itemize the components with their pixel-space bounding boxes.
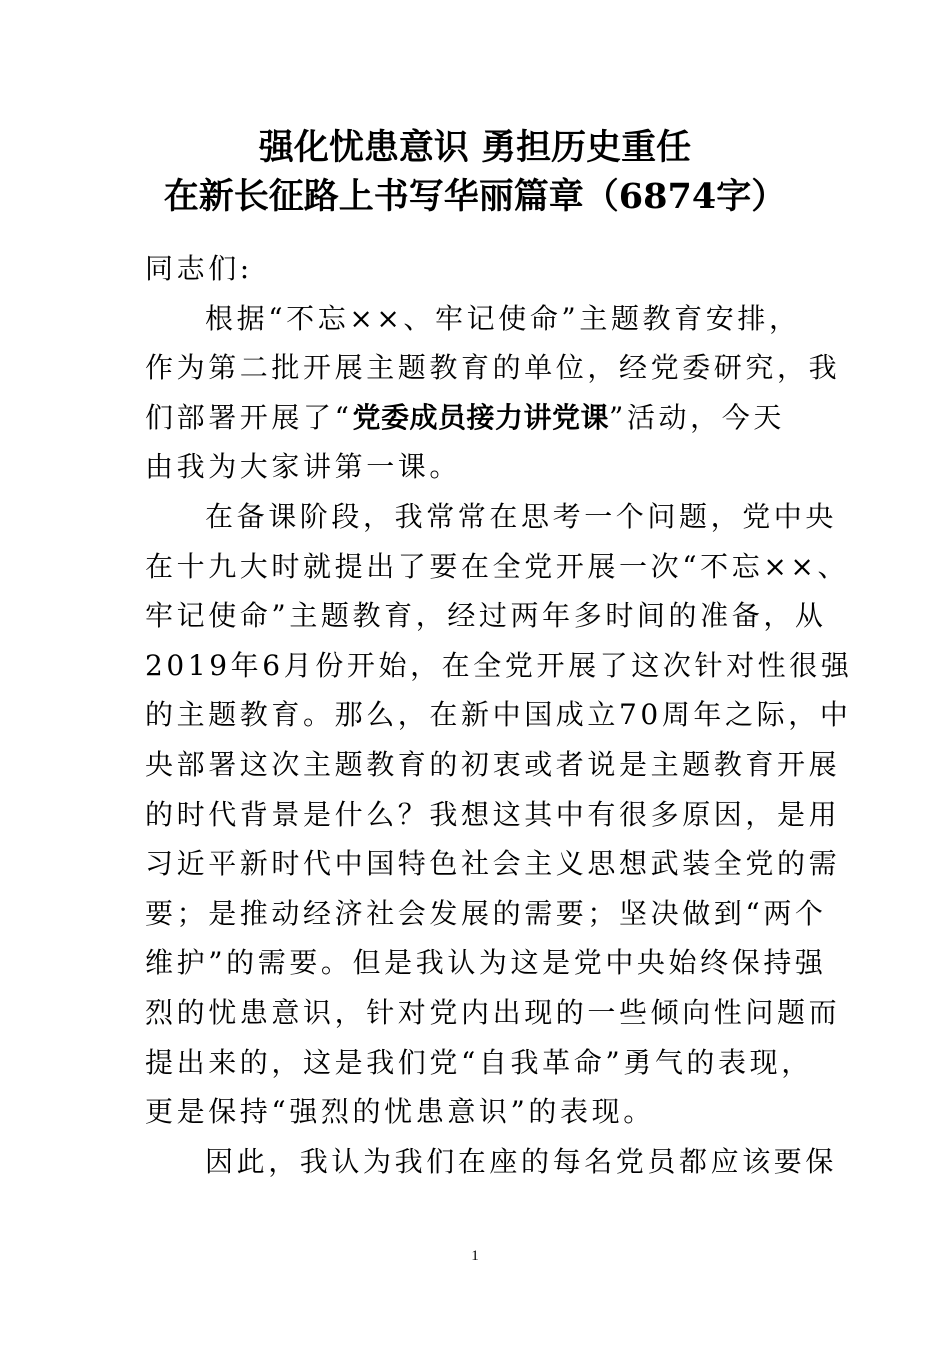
- paragraph-1-line-3: [145, 393, 825, 443]
- paragraph-2-line-4: 2019年6月份开始，在全党开展了这次针对性很强: [145, 648, 853, 682]
- paragraph-2-line-5: 的主题教育。那么，在新中国成立70周年之际，中: [145, 698, 852, 732]
- highlighted-activity-name: 党委成员接力讲党课: [352, 400, 610, 434]
- document-title-line-2: 在新长征路上书写华丽篇章（6874字）: [163, 176, 787, 217]
- salutation: 同志们:: [145, 252, 253, 285]
- paragraph-2-line-3: 牢记使命”主题教育，经过两年多时间的准备，从: [145, 599, 827, 633]
- page-number: 1: [471, 1248, 479, 1264]
- paragraph-2-line-13: 更是保持“强烈的忧患意识”的表现。: [145, 1095, 655, 1129]
- paragraph-1-line-1: 根据“不忘××、牢记使命”主题教育安排，: [205, 301, 801, 335]
- document-body: [145, 244, 853, 1186]
- paragraph-2-line-9: 要；是推动经济社会发展的需要；坚决做到“两个: [145, 896, 827, 930]
- paragraph-1-line-4: 由我为大家讲第一课。: [145, 450, 462, 484]
- text-fragment: ”活动，今天: [609, 400, 785, 434]
- paragraph-3-line-1: 因此，我认为我们在座的每名党员都应该要保: [205, 1144, 838, 1178]
- paragraph-1-line-2: 作为第二批开展主题教育的单位，经党委研究，我: [145, 351, 841, 385]
- paragraph-2-line-1: 在备课阶段，我常常在思考一个问题，党中央: [205, 499, 838, 533]
- paragraph-2-line-10: 维护”的需要。但是我认为这是党中央始终保持强: [145, 946, 827, 980]
- paragraph-2-line-6: 央部署这次主题教育的初衷或者说是主题教育开展: [145, 747, 841, 781]
- document-title-line-1: 强化忧患意识 勇担历史重任: [258, 127, 692, 168]
- paragraph-2-line-11: 烈的忧患意识，针对党内出现的一些倾向性问题而: [145, 995, 841, 1029]
- paragraph-2-line-8: 习近平新时代中国特色社会主义思想武装全党的需: [145, 847, 841, 881]
- paragraph-2-line-7: 的时代背景是什么？我想这其中有很多原因，是用: [145, 797, 841, 831]
- paragraph-2-line-12: 提出来的，这是我们党“自我革命”勇气的表现，: [145, 1045, 813, 1079]
- paragraph-2-line-2: 在十九大时就提出了要在全党开展一次“不忘××、: [145, 549, 850, 583]
- text-fragment: 们部署开展了“: [145, 400, 353, 434]
